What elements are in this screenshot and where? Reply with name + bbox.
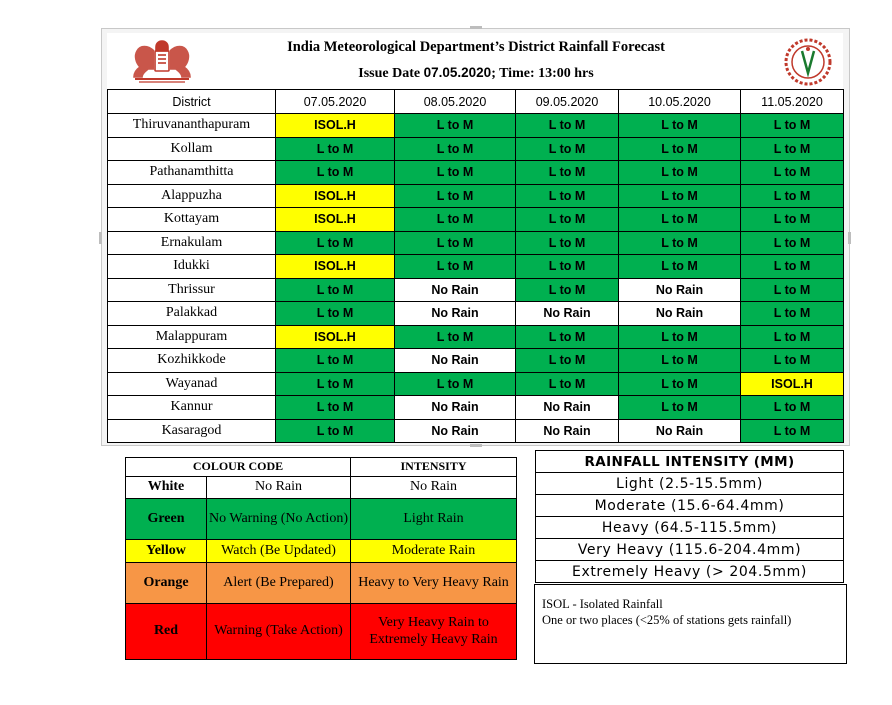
forecast-cell: L to M [516, 137, 619, 161]
forecast-cell: L to M [619, 137, 741, 161]
colour-row-red [126, 604, 517, 660]
forecast-cell: L to M [741, 161, 844, 185]
forecast-cell: L to M [276, 137, 395, 161]
forecast-cell: L to M [619, 208, 741, 232]
district-name: Thrissur [108, 278, 276, 302]
forecast-cell: No Rain [395, 302, 516, 326]
forecast-cell: L to M [619, 184, 741, 208]
forecast-cell: L to M [516, 278, 619, 302]
table-row [108, 161, 844, 185]
colour-meaning: Alert (Be Prepared) [207, 563, 351, 604]
district-name: Palakkad [108, 302, 276, 326]
forecast-cell: L to M [619, 255, 741, 279]
forecast-cell: No Rain [395, 278, 516, 302]
column-header-date: 08.05.2020 [395, 90, 516, 114]
forecast-cell: L to M [516, 161, 619, 185]
forecast-cell: L to M [395, 184, 516, 208]
forecast-cell: L to M [741, 208, 844, 232]
column-header-date: 11.05.2020 [741, 90, 844, 114]
forecast-cell: L to M [276, 161, 395, 185]
colour-code-table [125, 457, 517, 660]
forecast-cell: L to M [276, 372, 395, 396]
colour-intensity: Very Heavy Rain to Extremely Heavy Rain [351, 604, 517, 660]
forecast-cell: ISOL.H [276, 184, 395, 208]
intensity-range: Very Heavy (115.6-204.4mm) [536, 539, 844, 561]
intensity-row [536, 539, 844, 561]
table-row [108, 372, 844, 396]
forecast-cell: No Rain [619, 278, 741, 302]
colour-name: Yellow [126, 540, 207, 563]
forecast-cell: L to M [516, 114, 619, 138]
resize-handle-left[interactable] [99, 232, 102, 244]
forecast-cell: L to M [516, 184, 619, 208]
forecast-cell: L to M [619, 325, 741, 349]
intensity-row [536, 561, 844, 583]
district-name: Wayanad [108, 372, 276, 396]
forecast-cell: L to M [741, 419, 844, 443]
table-row [108, 419, 844, 443]
table-row [108, 278, 844, 302]
colour-name: White [126, 477, 207, 499]
forecast-cell: L to M [395, 208, 516, 232]
forecast-cell: L to M [395, 231, 516, 255]
colour-meaning: No Rain [207, 477, 351, 499]
forecast-cell: L to M [395, 255, 516, 279]
forecast-cell: L to M [741, 325, 844, 349]
forecast-cell: L to M [395, 137, 516, 161]
colour-meaning: Watch (Be Updated) [207, 540, 351, 563]
issue-line [220, 65, 732, 82]
forecast-cell: L to M [395, 161, 516, 185]
table-row [108, 325, 844, 349]
forecast-cell: L to M [741, 349, 844, 373]
forecast-cell: No Rain [516, 302, 619, 326]
forecast-cell: L to M [276, 349, 395, 373]
table-row [108, 208, 844, 232]
forecast-cell: L to M [741, 302, 844, 326]
colour-name: Red [126, 604, 207, 660]
forecast-cell: L to M [516, 349, 619, 373]
isol-note [534, 584, 847, 664]
issue-date: 07.05.2020 [423, 65, 492, 80]
district-name: Kozhikkode [108, 349, 276, 373]
forecast-cell: L to M [395, 372, 516, 396]
colour-name: Green [126, 499, 207, 540]
colour-row-green [126, 499, 517, 540]
column-header-date: 09.05.2020 [516, 90, 619, 114]
intensity-range: Heavy (64.5-115.5mm) [536, 517, 844, 539]
colour-name: Orange [126, 563, 207, 604]
district-name: Kasaragod [108, 419, 276, 443]
forecast-cell: L to M [741, 184, 844, 208]
imd-logo-icon [782, 37, 834, 87]
district-name: Kollam [108, 137, 276, 161]
intensity-title: RAINFALL INTENSITY (MM) [536, 451, 844, 473]
colour-code-header-row [126, 458, 517, 477]
forecast-cell: L to M [741, 255, 844, 279]
forecast-cell: No Rain [619, 419, 741, 443]
forecast-cell: L to M [619, 372, 741, 396]
note-line-1: ISOL - Isolated Rainfall [542, 597, 663, 611]
table-row [108, 255, 844, 279]
forecast-cell: L to M [741, 137, 844, 161]
colour-intensity: Moderate Rain [351, 540, 517, 563]
forecast-body [108, 114, 844, 443]
district-name: Kannur [108, 396, 276, 420]
forecast-cell: ISOL.H [276, 208, 395, 232]
district-name: Ernakulam [108, 231, 276, 255]
issue-time: ; Time: 13:00 hrs [491, 66, 594, 81]
forecast-cell: L to M [276, 231, 395, 255]
forecast-cell: L to M [741, 278, 844, 302]
forecast-cell: L to M [395, 114, 516, 138]
district-name: Pathanamthitta [108, 161, 276, 185]
table-row [108, 137, 844, 161]
forecast-cell: L to M [741, 231, 844, 255]
note-line-2: One or two places (<25% of stations gets rainfall) [542, 613, 792, 628]
forecast-cell: L to M [276, 302, 395, 326]
forecast-cell: L to M [516, 231, 619, 255]
forecast-cell: No Rain [619, 302, 741, 326]
forecast-cell: L to M [619, 231, 741, 255]
district-name: Kottayam [108, 208, 276, 232]
forecast-cell: No Rain [395, 419, 516, 443]
resize-handle-right[interactable] [848, 232, 851, 244]
colour-meaning: Warning (Take Action) [207, 604, 351, 660]
forecast-cell: L to M [516, 325, 619, 349]
forecast-cell: L to M [276, 419, 395, 443]
forecast-cell: L to M [619, 161, 741, 185]
forecast-cell: L to M [619, 114, 741, 138]
table-row [108, 114, 844, 138]
district-name: Idukki [108, 255, 276, 279]
intensity-row [536, 517, 844, 539]
colour-row-white [126, 477, 517, 499]
forecast-cell: ISOL.H [276, 255, 395, 279]
page-title: India Meteorological Department’s District Rainfall Forecast [287, 39, 665, 55]
forecast-cell: No Rain [395, 396, 516, 420]
table-row [108, 184, 844, 208]
forecast-table [107, 89, 844, 443]
forecast-cell: ISOL.H [276, 325, 395, 349]
resize-handle-top[interactable] [470, 26, 482, 29]
resize-handle-bottom[interactable] [470, 444, 482, 447]
colour-row-orange [126, 563, 517, 604]
forecast-cell: L to M [516, 208, 619, 232]
forecast-cell: ISOL.H [276, 114, 395, 138]
forecast-cell: L to M [276, 396, 395, 420]
district-name: Malappuram [108, 325, 276, 349]
colour-intensity: No Rain [351, 477, 517, 499]
forecast-cell: L to M [516, 255, 619, 279]
column-header-date: 07.05.2020 [276, 90, 395, 114]
table-row [108, 231, 844, 255]
intensity-range: Light (2.5-15.5mm) [536, 473, 844, 495]
forecast-cell: L to M [619, 349, 741, 373]
forecast-cell: L to M [516, 372, 619, 396]
forecast-header-row [108, 90, 844, 114]
forecast-cell: L to M [741, 396, 844, 420]
intensity-range: Extremely Heavy (> 204.5mm) [536, 561, 844, 583]
colour-code-header: COLOUR CODE [126, 458, 351, 477]
intensity-header: INTENSITY [351, 458, 517, 477]
column-header-district: District [108, 90, 276, 114]
forecast-cell: No Rain [516, 419, 619, 443]
forecast-cell: ISOL.H [741, 372, 844, 396]
colour-intensity: Heavy to Very Heavy Rain [351, 563, 517, 604]
forecast-cell: L to M [276, 278, 395, 302]
forecast-cell: L to M [395, 325, 516, 349]
colour-row-yellow [126, 540, 517, 563]
colour-intensity: Light Rain [351, 499, 517, 540]
forecast-cell: No Rain [516, 396, 619, 420]
intensity-row [536, 473, 844, 495]
rainfall-intensity-table [535, 450, 844, 583]
kerala-emblem-icon [127, 37, 197, 85]
issue-prefix: Issue Date [358, 66, 424, 81]
district-name: Thiruvananthapuram [108, 114, 276, 138]
table-row [108, 396, 844, 420]
intensity-title-row [536, 451, 844, 473]
column-header-date: 10.05.2020 [619, 90, 741, 114]
district-name: Alappuzha [108, 184, 276, 208]
intensity-row [536, 495, 844, 517]
table-row [108, 349, 844, 373]
intensity-range: Moderate (15.6-64.4mm) [536, 495, 844, 517]
colour-meaning: No Warning (No Action) [207, 499, 351, 540]
forecast-cell: L to M [741, 114, 844, 138]
forecast-cell: L to M [619, 396, 741, 420]
forecast-cell: No Rain [395, 349, 516, 373]
table-row [108, 302, 844, 326]
